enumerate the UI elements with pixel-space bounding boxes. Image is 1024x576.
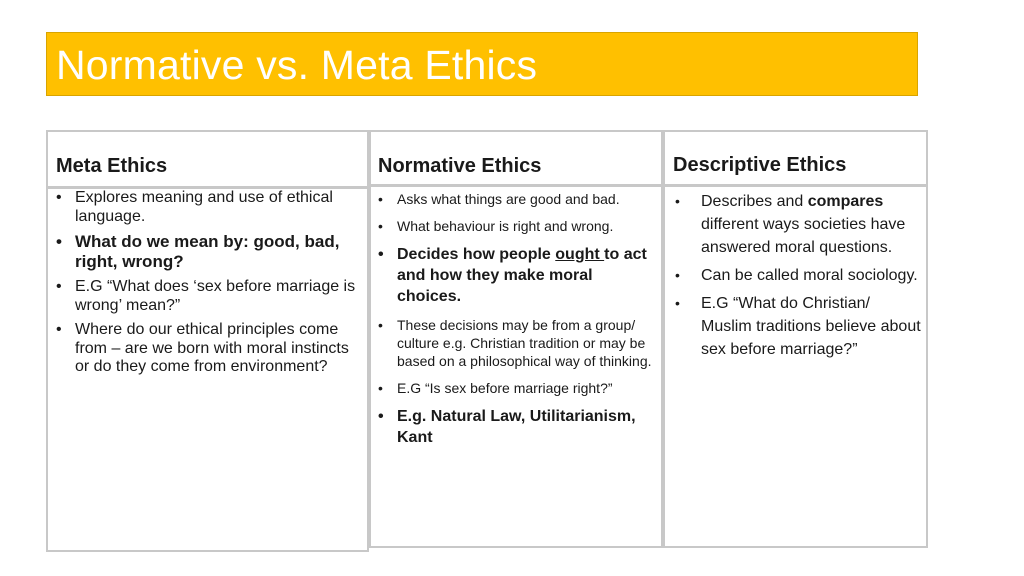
bullet-icon: • [378, 191, 383, 207]
list-item: • E.G “What do Christian/ Muslim traditions believe about sex before marriage?” [675, 292, 923, 361]
list-item: • What do we mean by: good, bad, right, wrong? [56, 232, 340, 271]
bullet-icon: • [675, 295, 680, 311]
list-item: • Decides how people ought to act and how they make moral choices. [378, 246, 647, 305]
descriptive-ethics-heading: Descriptive Ethics [665, 132, 926, 187]
list-item: • These decisions may be from a group/ culture e.g. Christian tradition or may be based on a philosophical way of thinking. [378, 317, 652, 369]
title-bar [46, 32, 918, 96]
bullet-icon: • [56, 189, 62, 206]
bullet-icon: • [675, 267, 680, 283]
bullet-icon: • [675, 193, 680, 209]
normative-ethics-heading: Normative Ethics [371, 132, 661, 187]
bullet-icon: • [378, 317, 383, 333]
slide-title: Normative vs. Meta Ethics [56, 42, 538, 88]
list-item: • Asks what things are good and bad. [378, 191, 620, 207]
meta-ethics-column [46, 130, 369, 552]
bullet-icon: • [56, 278, 62, 295]
meta-ethics-heading: Meta Ethics [48, 132, 367, 189]
list-item: • Describes and compares different ways societies have answered moral questions. [675, 190, 923, 259]
list-item: • E.G “Is sex before marriage right?” [378, 380, 613, 396]
list-item: • Can be called moral sociology. [675, 264, 923, 287]
bullet-icon: • [378, 380, 383, 396]
meta-ethics-list [56, 189, 364, 383]
bullet-icon: • [378, 246, 384, 263]
list-item: • Where do our ethical principles come from – are we born with moral instincts or do they come from environment? [56, 321, 349, 375]
list-item: • E.g. Natural Law, Utilitarianism, Kant [378, 408, 636, 446]
bullet-icon: • [378, 408, 384, 425]
normative-ethics-list [378, 190, 660, 457]
list-item: • Explores meaning and use of ethical language. [56, 189, 333, 225]
list-item: • E.G “What does ‘sex before marriage is wrong’ mean?” [56, 278, 356, 314]
bullet-icon: • [378, 218, 383, 234]
list-item: • What behaviour is right and wrong. [378, 218, 614, 234]
bullet-icon: • [56, 321, 62, 338]
normative-ethics-column [369, 130, 663, 548]
bullet-icon: • [56, 232, 62, 251]
descriptive-ethics-column [663, 130, 928, 548]
descriptive-ethics-list [675, 190, 923, 366]
